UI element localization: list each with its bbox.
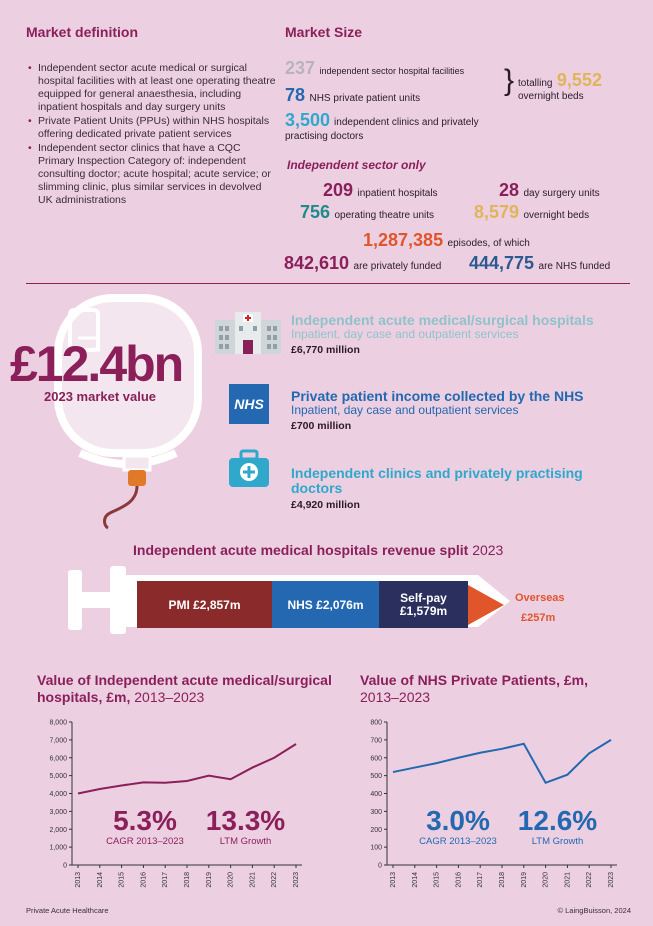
footer-left: Private Acute Healthcare xyxy=(26,906,109,915)
cagr-label: CAGR 2013–2023 xyxy=(106,836,184,847)
market-definition-list xyxy=(26,62,276,208)
chart1-cagr xyxy=(100,806,190,847)
segment-label: NHS £2,076m xyxy=(287,597,364,612)
stat-label: are privately funded xyxy=(353,261,442,272)
stat-value: 78 xyxy=(285,85,306,105)
chart1-x-tick-label: 2023 xyxy=(293,872,300,888)
revenue-split-year: 2023 xyxy=(472,542,504,558)
chart1-x-tick-label: 2016 xyxy=(140,872,148,888)
chart2-x-tick-label: 2017 xyxy=(477,872,485,888)
chart2-y-tick-label: 600 xyxy=(370,755,382,763)
stat-theatres xyxy=(300,202,434,223)
stat-label: overnight beds xyxy=(523,210,590,221)
chart1-x-tick-label: 2015 xyxy=(118,872,126,888)
chart1-y-tick-label: 5,000 xyxy=(49,773,67,781)
revenue-split-title-text: Independent acute medical hospitals revenue split xyxy=(133,542,469,558)
stat-private-funded xyxy=(284,253,441,274)
market-definition-title: Market definition xyxy=(26,24,139,40)
chart2-x-tick-label: 2015 xyxy=(433,872,441,888)
definition-bullet: • Private Patient Units (PPUs) within NHS hospitals offering dedicated private patient services xyxy=(26,115,276,141)
stat-value: 9,552 xyxy=(556,70,602,90)
stat-episodes xyxy=(363,230,530,251)
service-sub: Inpatient, day case and outpatient services xyxy=(291,327,519,341)
footer-right: © LaingBuisson, 2024 xyxy=(557,906,631,915)
stat-value: 28 xyxy=(499,180,520,200)
chart1-x-tick-label: 2022 xyxy=(271,872,279,888)
service-title: Private patient income collected by the NHS xyxy=(291,388,584,404)
chart2-x-tick-label: 2018 xyxy=(499,872,506,888)
stat-value: 3,500 xyxy=(285,110,331,130)
iv-drip-bag-icon xyxy=(20,288,220,538)
stat-value: 842,610 xyxy=(284,253,350,273)
stat-day-surgery xyxy=(499,180,600,201)
chart2-title-years: 2013–2023 xyxy=(360,689,431,705)
cagr-value: 5.3% xyxy=(113,805,177,836)
chart1-x-tick-label: 2020 xyxy=(227,872,235,888)
stat-inpatient xyxy=(323,180,438,201)
segment-pmi xyxy=(137,581,272,628)
revenue-split-title xyxy=(133,542,503,558)
stat-nhs-funded xyxy=(469,253,610,274)
chart1-title-years: 2013–2023 xyxy=(134,689,205,705)
service-title: Independent clinics and privately practising doctors xyxy=(291,465,583,496)
chart2-x-tick-label: 2016 xyxy=(455,872,463,888)
segment-overseas-label xyxy=(515,591,565,625)
service-value: £6,770 million xyxy=(291,344,360,356)
chart2-title xyxy=(360,672,640,706)
definition-bullet: • Independent sector acute medical or surgical hospital facilities with at least one operating theatre equipped for general anaesthesia, including inpatient hospitals and day surgery units xyxy=(26,62,276,114)
brace-icon: } xyxy=(504,64,515,97)
stat-label: NHS private patient units xyxy=(309,93,421,104)
headline-label: 2023 market value xyxy=(44,389,157,404)
stat-label: day surgery units xyxy=(523,188,600,199)
chart1-series-line xyxy=(78,744,296,794)
segment-self-pay xyxy=(379,581,468,628)
stat-value: 444,775 xyxy=(469,253,535,273)
chart1-y-tick-label: 2,000 xyxy=(49,826,67,834)
chart2-x-tick-label: 2013 xyxy=(390,872,397,888)
ltm-value: 12.6% xyxy=(517,805,598,836)
stat-label: are NHS funded xyxy=(538,261,611,272)
totalling-label: totalling xyxy=(518,78,553,89)
chart1-y-tick-label: 0 xyxy=(63,862,67,870)
stat-label: overnight beds xyxy=(518,91,584,102)
stat-label: independent sector hospital facilities xyxy=(319,66,465,76)
chart2-y-tick-label: 0 xyxy=(378,862,382,870)
stat-nhs-units xyxy=(285,85,420,106)
ltm-label: LTM Growth xyxy=(531,836,584,847)
chart1-y-tick-label: 6,000 xyxy=(49,755,67,763)
chart2-x-tick-label: 2020 xyxy=(542,872,550,888)
section-divider xyxy=(26,283,630,284)
segment-value: £257m xyxy=(521,612,556,624)
nhs-logo-text: NHS xyxy=(234,396,264,412)
stat-label: operating theatre units xyxy=(334,210,435,221)
chart1-y-tick-label: 8,000 xyxy=(49,719,67,727)
nhs-logo-icon xyxy=(229,384,269,424)
stat-value: 209 xyxy=(323,180,354,200)
ltm-value: 13.3% xyxy=(205,805,286,836)
service-clinics xyxy=(291,466,631,511)
stat-total-beds xyxy=(518,70,602,102)
chart1-title-text: Value of Independent acute medical/surgical hospitals, £m, xyxy=(37,672,332,705)
segment-value: £1,579m xyxy=(399,603,448,618)
stat-value: 237 xyxy=(285,58,316,78)
chart2-y-tick-label: 800 xyxy=(370,719,382,727)
chart1-x-tick-label: 2014 xyxy=(96,872,104,888)
stat-label: independent clinics and privately practising doctors xyxy=(285,117,479,142)
market-size-title: Market Size xyxy=(285,24,363,40)
service-title: Independent acute medical/surgical hospitals xyxy=(291,312,594,328)
chart2-y-tick-label: 700 xyxy=(370,737,382,745)
chart2-x-tick-label: 2014 xyxy=(411,872,419,888)
chart1-ltm xyxy=(198,806,293,847)
cagr-value: 3.0% xyxy=(426,805,490,836)
segment-nhs xyxy=(272,581,379,628)
service-hospitals xyxy=(291,313,631,356)
headline-value: £12.4bn xyxy=(10,336,183,392)
service-sub: Inpatient, day case and outpatient services xyxy=(291,403,519,417)
segment-overseas xyxy=(468,585,506,625)
stat-label: episodes, of which xyxy=(447,238,530,249)
chart2-y-tick-label: 500 xyxy=(370,773,382,781)
chart2-y-tick-label: 100 xyxy=(370,844,382,852)
medical-kit-icon xyxy=(227,449,271,489)
stat-value: 1,287,385 xyxy=(363,230,444,250)
chart1-y-tick-label: 1,000 xyxy=(49,844,67,852)
chart2-y-tick-label: 300 xyxy=(370,808,382,816)
chart1-title xyxy=(37,672,337,706)
service-value: £700 million xyxy=(291,420,352,432)
stat-value: 8,579 xyxy=(474,202,520,222)
stat-clinics xyxy=(285,110,485,144)
chart1-x-tick-label: 2021 xyxy=(249,872,257,888)
segment-label: Self-pay xyxy=(400,590,447,605)
stat-value: 756 xyxy=(300,202,331,222)
definition-bullet: • Independent sector clinics that have a CQC Primary Inspection Category of: independent consulting doctor; acute hospital; acute service; or slimming clinic, plus similar services in devolved UK administrations xyxy=(26,142,276,207)
chart2-series-line xyxy=(393,740,611,783)
chart2-x-tick-label: 2023 xyxy=(608,872,615,888)
stat-ind-beds xyxy=(474,202,589,223)
segment-label: Overseas xyxy=(515,592,565,604)
chart2-y-tick-label: 200 xyxy=(370,826,382,834)
chart1-x-tick-label: 2018 xyxy=(184,872,191,888)
chart1-x-tick-label: 2017 xyxy=(162,872,170,888)
chart1-x-tick-label: 2013 xyxy=(75,872,82,888)
segment-label: PMI £2,857m xyxy=(168,597,241,612)
chart2-title-text: Value of NHS Private Patients, £m, xyxy=(360,672,588,688)
stat-hospital-facilities xyxy=(285,58,464,79)
stat-label: inpatient hospitals xyxy=(357,188,438,199)
chart1-x-tick-label: 2019 xyxy=(205,872,213,888)
chart2-cagr xyxy=(413,806,503,847)
chart2-ltm xyxy=(510,806,605,847)
chart1-y-tick-label: 3,000 xyxy=(49,808,67,816)
hospital-icon xyxy=(213,310,283,356)
service-value: £4,920 million xyxy=(291,499,360,511)
cagr-label: CAGR 2013–2023 xyxy=(419,836,497,847)
ltm-label: LTM Growth xyxy=(219,836,272,847)
service-nhs-income xyxy=(291,389,631,432)
independent-title: Independent sector only xyxy=(287,158,426,172)
chart1-y-tick-label: 7,000 xyxy=(49,737,67,745)
chart2-y-tick-label: 400 xyxy=(370,791,382,798)
chart2-x-tick-label: 2022 xyxy=(586,872,594,888)
chart2-x-tick-label: 2019 xyxy=(520,872,528,888)
chart1-y-tick-label: 4,000 xyxy=(49,791,67,798)
chart2-x-tick-label: 2021 xyxy=(564,872,572,888)
